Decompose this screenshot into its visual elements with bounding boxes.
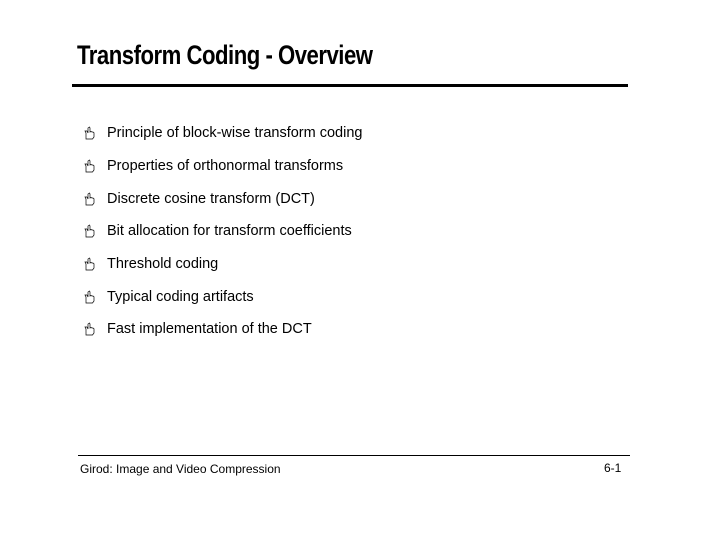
pointing-hand-icon: [84, 224, 96, 238]
list-item: [84, 313, 362, 346]
bullet-text: Bit allocation for transform coefficients: [107, 223, 352, 240]
footer-divider: [78, 455, 630, 456]
bullet-list: [84, 117, 362, 346]
bullet-text: Discrete cosine transform (DCT): [107, 190, 315, 207]
list-item: [84, 215, 362, 248]
list-item: [84, 150, 362, 183]
pointing-hand-icon: [84, 159, 96, 173]
pointing-hand-icon: [84, 192, 96, 206]
pointing-hand-icon: [84, 290, 96, 304]
list-item: [84, 182, 362, 215]
pointing-hand-icon: [84, 126, 96, 140]
pointing-hand-icon: [84, 322, 96, 336]
footer-credit: Girod: Image and Video Compression: [80, 462, 281, 476]
list-item: [84, 280, 362, 313]
page-number: 6-1: [604, 461, 622, 475]
bullet-text: Principle of block-wise transform coding: [107, 125, 363, 142]
title-divider: [72, 84, 628, 87]
bullet-text: Properties of orthonormal transforms: [107, 158, 344, 175]
pointing-hand-icon: [84, 257, 96, 271]
bullet-text: Fast implementation of the DCT: [107, 321, 312, 338]
bullet-text: Typical coding artifacts: [107, 288, 254, 305]
list-item: [84, 117, 362, 150]
list-item: [84, 248, 362, 281]
bullet-text: Threshold coding: [107, 256, 219, 273]
slide-title: Transform Coding - Overview: [77, 40, 373, 70]
